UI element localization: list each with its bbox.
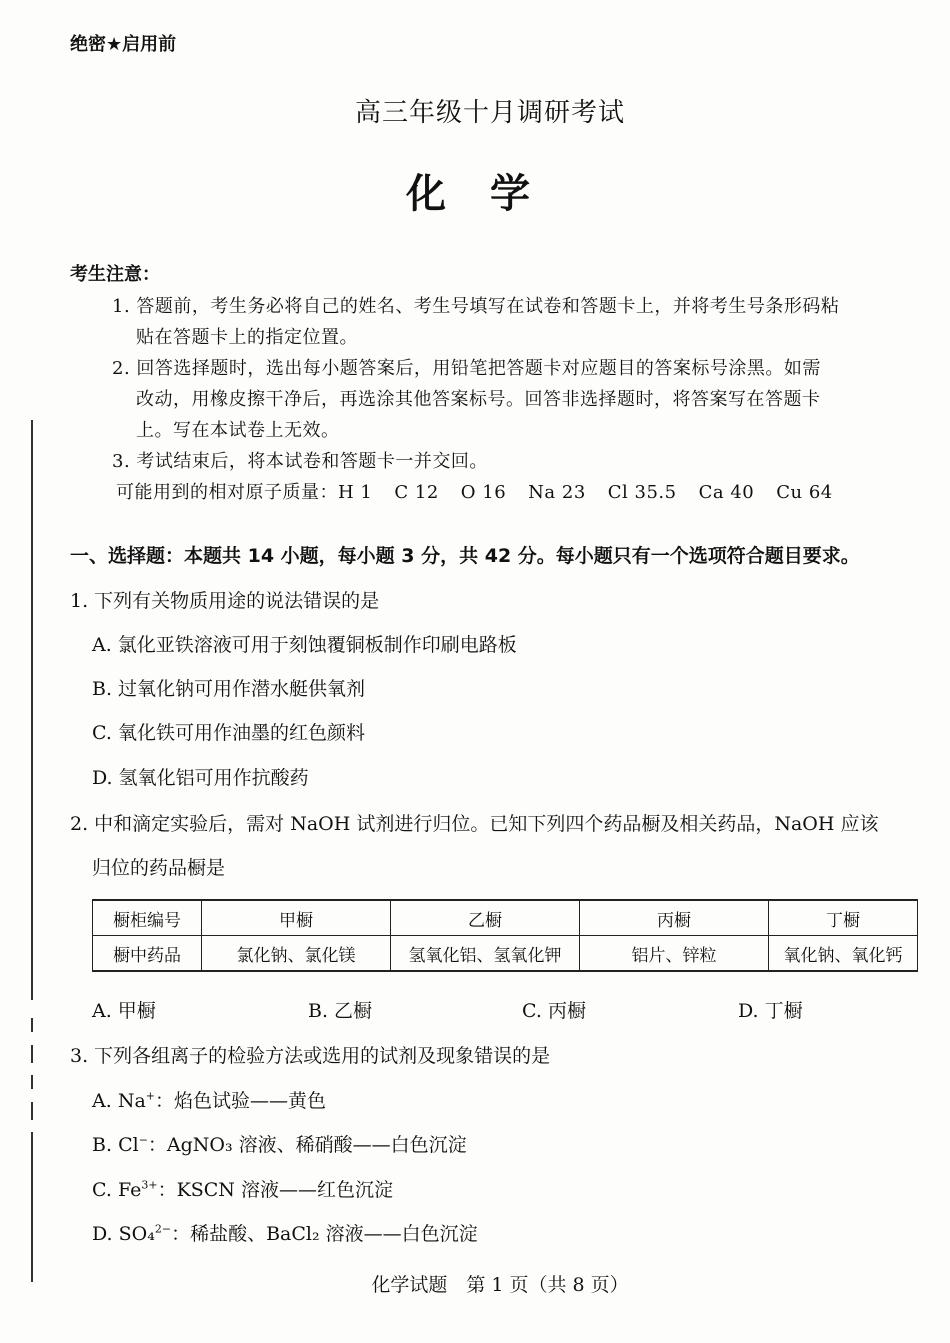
q2-option-d: D. 丁橱 xyxy=(738,1000,803,1022)
q1-option-d: D. 氢氧化铝可用作抗酸药 xyxy=(92,767,309,789)
binding-tick xyxy=(31,1102,33,1120)
secret-label: 绝密★启用前 xyxy=(70,34,177,55)
q3-option-d xyxy=(92,1219,478,1246)
table-cell: 甲橱 xyxy=(202,900,391,936)
note-line: 3. 考试结束后，将本试卷和答题卡一并交回。 xyxy=(112,451,488,472)
ion-charge: + xyxy=(145,1089,155,1103)
question-3-stem: 3. 下列各组离子的检验方法或选用的试剂及现象错误的是 xyxy=(70,1045,551,1067)
table-cell: 氧化钠、氧化钙 xyxy=(769,936,918,972)
option-text: ：KSCN 溶液——红色沉淀 xyxy=(157,1179,393,1201)
atomic-masses xyxy=(116,478,833,504)
question-2-stem: 2. 中和滴定实验后，需对 NaOH 试剂进行归位。已知下列四个药品橱及相关药品，NaOH 应该 xyxy=(70,813,879,835)
q2-option-b: B. 乙橱 xyxy=(308,1000,373,1022)
ion-charge: 2− xyxy=(154,1222,172,1236)
mass-item: Na 23 xyxy=(528,482,586,503)
note-line: 上。写在本试卷上无效。 xyxy=(136,420,340,441)
ion-symbol: SO₄ xyxy=(118,1223,155,1245)
mass-item: C 12 xyxy=(394,482,439,503)
atomic-masses-label: 可能用到的相对原子质量： xyxy=(116,482,338,503)
table-cell: 铝片、锌粒 xyxy=(580,936,769,972)
table-row xyxy=(93,936,918,972)
binding-line xyxy=(31,420,33,1000)
ion-charge: 3+ xyxy=(141,1178,158,1192)
table-cell: 氢氧化铝、氢氧化钾 xyxy=(391,936,580,972)
option-label: A. xyxy=(92,1090,112,1112)
table-cell: 橱柜编号 xyxy=(93,900,202,936)
subject-title: 化学 xyxy=(406,171,574,217)
note-line: 2. 回答选择题时，选出每小题答案后，用铅笔把答题卡对应题目的答案标号涂黑。如需 xyxy=(112,358,821,379)
table-cell: 橱中药品 xyxy=(93,936,202,972)
exam-title: 高三年级十月调研考试 xyxy=(354,98,625,128)
table-header-row xyxy=(93,900,918,936)
ion-symbol: Cl xyxy=(118,1134,139,1156)
note-line: 改动，用橡皮擦干净后，再选涂其他答案标号。回答非选择题时，将答案写在答题卡 xyxy=(136,389,821,410)
ion-charge: − xyxy=(138,1133,148,1147)
mass-item: H 1 xyxy=(338,482,373,503)
option-text: ：稀盐酸、BaCl₂ 溶液——白色沉淀 xyxy=(171,1223,478,1245)
note-line: 贴在答题卡上的指定位置。 xyxy=(136,327,358,348)
ion-symbol: Fe xyxy=(117,1179,142,1201)
table-cell: 氯化钠、氯化镁 xyxy=(202,936,391,972)
cabinet-table xyxy=(92,899,918,972)
binding-tick xyxy=(31,1075,33,1089)
option-text: ：焰色试验——黄色 xyxy=(154,1090,326,1112)
mass-item: Cl 35.5 xyxy=(607,482,677,503)
question-2-stem-cont: 归位的药品橱是 xyxy=(92,857,226,879)
option-text: ：AgNO₃ 溶液、稀硝酸——白色沉淀 xyxy=(147,1134,467,1156)
q2-option-a: A. 甲橱 xyxy=(92,1000,156,1022)
notes-title: 考生注意： xyxy=(70,264,160,285)
q3-option-a xyxy=(92,1086,326,1113)
binding-line xyxy=(31,1132,33,1282)
q3-option-b xyxy=(92,1130,467,1157)
binding-tick xyxy=(31,1018,33,1032)
q2-option-c: C. 丙橱 xyxy=(522,1000,586,1022)
ion-symbol: Na xyxy=(117,1090,146,1112)
q3-option-c xyxy=(92,1175,393,1202)
note-line: 1. 答题前，考生务必将自己的姓名、考生号填写在试卷和答题卡上，并将考生号条形码粘 xyxy=(112,296,840,317)
binding-tick xyxy=(31,1045,33,1063)
option-label: C. xyxy=(92,1179,112,1201)
option-label: B. xyxy=(92,1134,113,1156)
option-label: D. xyxy=(92,1223,113,1245)
table-cell: 丁橱 xyxy=(769,900,918,936)
table-cell: 乙橱 xyxy=(391,900,580,936)
q1-option-b: B. 过氧化钠可用作潜水艇供氧剂 xyxy=(92,678,366,700)
mass-item: Cu 64 xyxy=(776,482,833,503)
q1-option-a: A. 氯化亚铁溶液可用于刻蚀覆铜板制作印刷电路板 xyxy=(92,634,517,656)
mass-item: Ca 40 xyxy=(698,482,755,503)
mass-item: O 16 xyxy=(460,482,507,503)
table-cell: 丙橱 xyxy=(580,900,769,936)
page-footer: 化学试题 第 1 页（共 8 页） xyxy=(371,1274,629,1296)
section-heading: 一、选择题：本题共 14 小题，每小题 3 分，共 42 分。每小题只有一个选项符合题目要求。 xyxy=(70,545,860,567)
question-1-stem: 1. 下列有关物质用途的说法错误的是 xyxy=(70,590,380,612)
q1-option-c: C. 氧化铁可用作油墨的红色颜料 xyxy=(92,722,365,744)
